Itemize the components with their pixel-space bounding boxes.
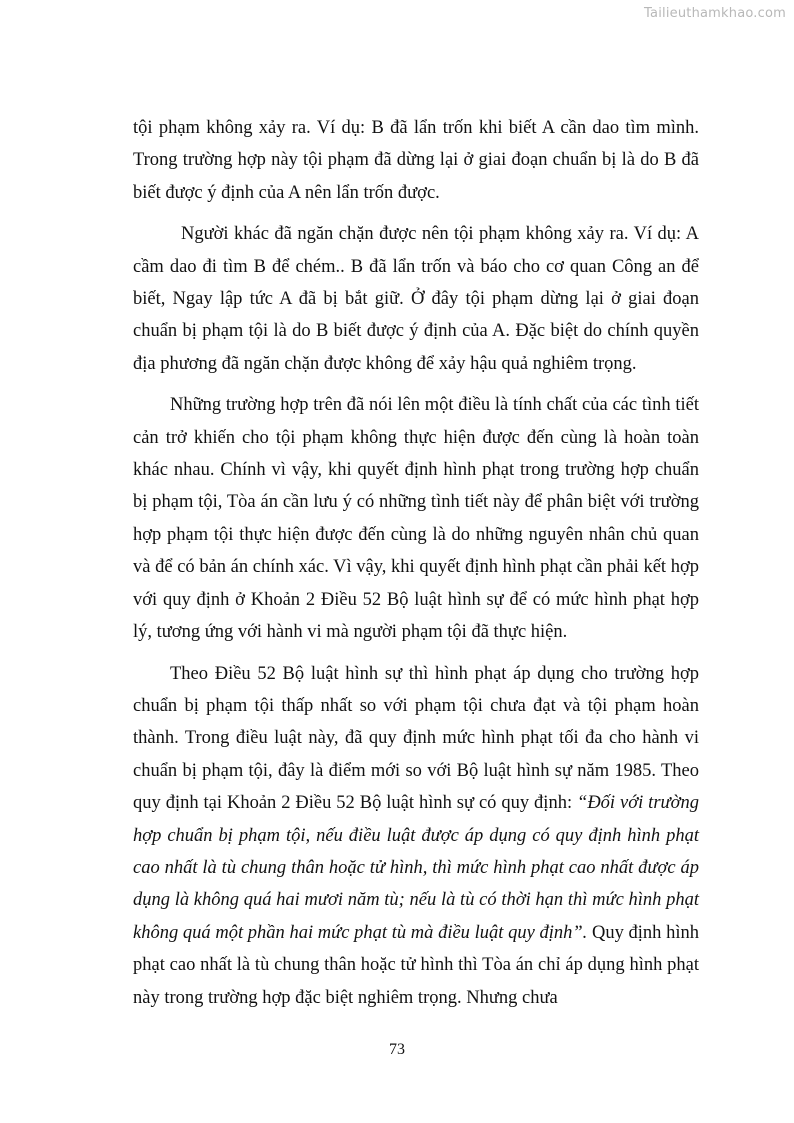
- paragraph-example-prevention: Người khác đã ngăn chặn được nên tội phạm không xảy ra. Ví dụ: A cầm dao đi tìm B để chém.. B đã lẩn trốn và báo cho cơ quan Công an để biết, Ngay lập tức A đã bị bắt giữ. Ở đây tội phạm dừng lại ở giai đoạn chuẩn bị phạm tội là do B biết được ý định của A. Đặc biệt do chính quyền địa phương đã ngăn chặn được không để xảy hậu quả nghiêm trọng.: [133, 224, 699, 374]
- page-number: 73: [389, 1041, 405, 1058]
- article-52-intro: Theo Điều 52 Bộ luật hình sự thì hình phạt áp dụng cho trường hợp chuẩn bị phạm tội thấp nhất so với phạm tội chưa đạt và tội phạm hoàn thành. Trong điều luật này, đã quy định mức hình phạt tối đa cho hành vi chuẩn bị phạm tội, đây là điểm mới so với Bộ luật hình sự năm 1985. Theo quy định tại Khoản 2 Điều 52 Bộ luật hình sự có quy định:: [133, 663, 699, 814]
- paragraph-continuation: tội phạm không xảy ra. Ví dụ: B đã lẩn trốn khi biết A cần dao tìm mình. Trong trường hợp này tội phạm đã dừng lại ở giai đoạn chuẩn bị là do B đã biết được ý định của A nên lẩn trốn được.: [133, 118, 699, 203]
- paragraph-circumstances: Những trường hợp trên đã nói lên một điều là tính chất của các tình tiết cản trở khiến cho tội phạm không thực hiện được đến cùng là hoàn toàn khác nhau. Chính vì vậy, khi quyết định hình phạt trong trường hợp chuẩn bị phạm tội, Tòa án cần lưu ý có những tình tiết này để phân biệt với trường hợp phạm tội thực hiện được đến cùng là do những nguyên nhân chủ quan và để có bản án chính xác. Vì vậy, khi quyết định hình phạt cần phải kết hợp với quy định ở Khoản 2 Điều 52 Bộ luật hình sự để có mức hình phạt hợp lý, tương ứng với hành vi mà người phạm tội đã thực hiện.: [133, 395, 699, 643]
- page-body: [133, 112, 699, 1014]
- watermark: Tailieuthamkhao.com: [644, 6, 786, 21]
- paragraph-article-52: [133, 658, 699, 1014]
- article-52-commentary: Quy định hình phạt cao nhất là tù chung thân hoặc tử hình thì Tòa án chỉ áp dụng hình phạt này trong trường hợp đặc biệt nghiêm trọng. Nhưng chưa: [133, 922, 699, 1008]
- article-52-quote: “Đối với trường hợp chuẩn bị phạm tội, nếu điều luật được áp dụng có quy định hình phạt cao nhất là tù chung thân hoặc tử hình, thì mức hình phạt cao nhất được áp dụng là không quá hai mươi năm tù; nếu là tù có thời hạn thì mức hình phạt không quá một phần hai mức phạt tù mà điều luật quy định”.: [133, 793, 699, 943]
